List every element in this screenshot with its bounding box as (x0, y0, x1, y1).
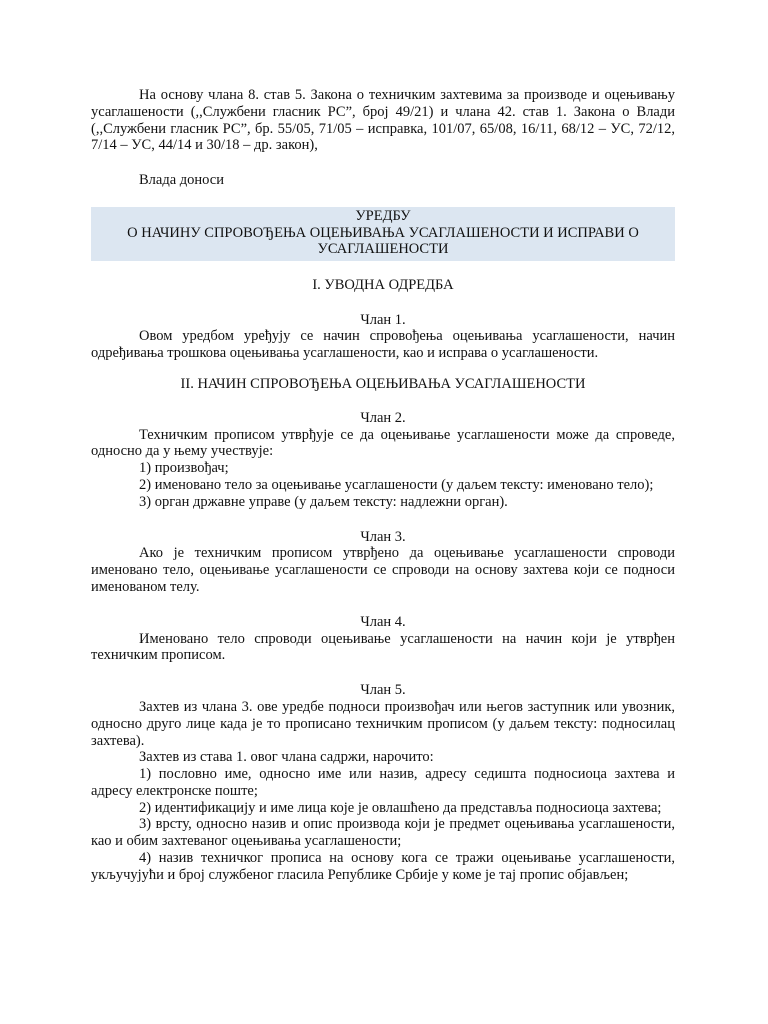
article-5-item-4: 4) назив техничког прописа на основу кога се тражи оцењивање усаглашености, укључујући и број службеног гласила Републике Србије у коме је тај пропис објављен; (91, 850, 675, 883)
chapter-1-heading: I. УВОДНА ОДРЕДБА (312, 276, 454, 293)
decree-title-line-1: УРЕДБУ (355, 207, 411, 224)
preamble-paragraph: На основу члана 8. став 5. Закона о техничким захтевима за производе и оцењивању усаглашености (,,Службени гласник РС”, број 49/21) и члана 42. став 1. Закона о Влади (,,Службени гласник РС”, бр. 55/05, 71/05 – исправка, 101/07, 65/08, 16/11, 68/12 – УС, 72/12, 7/14 – УС, 44/14 и 30/18 – др. закон), (91, 87, 675, 154)
article-2-item-1: 1) произвођач; (139, 460, 229, 477)
article-4-text: Именовано тело спроводи оцењивање усаглашености на начин који је утврђен техничким прописом. (91, 630, 675, 664)
article-5-item-1: 1) пословно име, односно име или назив, адресу седишта подносиоца захтева и адресу електронске поште; (91, 766, 675, 799)
article-4-heading: Члан 4. (360, 613, 406, 630)
article-5-paragraph-1: Захтев из члана 3. ове уредбе подноси произвођач или његов заступник или увозник, односно друго лице када је то прописано техничким прописом (у даљем тексту: подносилац захтева). (91, 698, 675, 749)
article-2-intro: Техничким прописом утврђује се да оцењивање усаглашености може да спроведе, односно да у њему учествује: (91, 426, 675, 460)
article-2-heading: Члан 2. (360, 409, 406, 426)
decree-title-line-3: УСАГЛАШЕНОСТИ (317, 241, 449, 258)
article-2-item-3: 3) орган државне управе (у даљем тексту: надлежни орган). (139, 493, 508, 510)
article-5-item-3: 3) врсту, односно назив и опис производа који је предмет оцењивања усаглашености, као и обим захтеваног оцењивања усаглашености; (91, 816, 675, 850)
article-3-text: Ако је техничким прописом утврђено да оцењивање усаглашености спроводи именовано тело, оцењивање усаглашености се спроводи на основу захтева који се подноси именованом телу. (91, 545, 675, 595)
article-3-heading: Члан 3. (360, 528, 406, 545)
document-page (91, 87, 675, 884)
article-1-text: Овом уредбом уређују се начин спровођења оцењивања усаглашености, начин одређивања трошкова оцењивања усаглашености, као и исправа о усаглашености. (91, 328, 675, 362)
decree-title-line-2: О НАЧИНУ СПРОВОЂЕЊА ОЦЕЊИВАЊА УСАГЛАШЕНОСТИ И ИСПРАВИ О (127, 224, 639, 241)
article-5-paragraph-2: Захтев из става 1. овог члана садржи, нарочито: (139, 749, 434, 766)
decree-title-block (91, 207, 675, 261)
article-5-heading: Члан 5. (360, 682, 406, 699)
article-5-item-2: 2) идентификацију и име лица које је овлашћено да представља подносиоца захтева; (139, 799, 662, 816)
government-line: Влада доноси (139, 172, 224, 189)
chapter-2-heading: II. НАЧИН СПРОВОЂЕЊА ОЦЕЊИВАЊА УСАГЛАШЕНОСТИ (180, 375, 586, 392)
article-2-item-2: 2) именовано тело за оцењивање усаглашености (у даљем тексту: именовано тело); (139, 476, 654, 493)
article-1-heading: Члан 1. (360, 311, 406, 328)
